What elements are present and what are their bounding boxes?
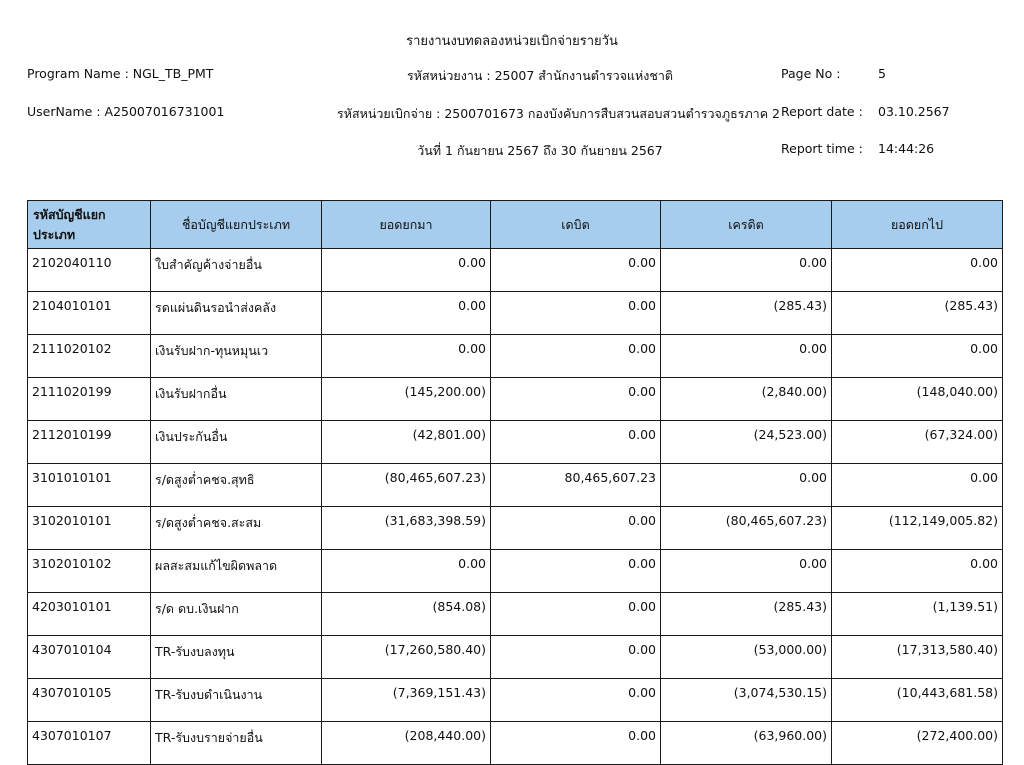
cell-account-name: TR-รับงบดำเนินงาน — [151, 679, 322, 722]
cell-account-code: 3101010101 — [28, 464, 151, 507]
cell-closing-balance: (1,139.51) — [832, 593, 1003, 636]
cell-opening-balance: 0.00 — [322, 335, 491, 378]
cell-closing-balance: (17,313,580.40) — [832, 636, 1003, 679]
cell-credit: (63,960.00) — [661, 722, 832, 765]
cell-credit: 0.00 — [661, 249, 832, 292]
cell-account-name: เงินรับฝาก-ทุนหมุนเว — [151, 335, 322, 378]
table-row — [28, 335, 1003, 378]
cell-account-code: 3102010101 — [28, 507, 151, 550]
cell-opening-balance: (854.08) — [322, 593, 491, 636]
cell-account-code: 2112010199 — [28, 421, 151, 464]
cell-debit: 80,465,607.23 — [491, 464, 661, 507]
cell-credit: 0.00 — [661, 464, 832, 507]
program-name: Program Name : NGL_TB_PMT — [27, 66, 214, 81]
page-no: 5 — [878, 66, 886, 81]
table-header-row — [28, 201, 1003, 249]
report-date: 03.10.2567 — [878, 104, 950, 119]
table-row — [28, 722, 1003, 765]
cell-opening-balance: 0.00 — [322, 249, 491, 292]
cell-credit: (53,000.00) — [661, 636, 832, 679]
cell-account-name: ร/ด ดบ.เงินฝาก — [151, 593, 322, 636]
cell-account-name: ร/ดสูงต่ำคชจ.สะสม — [151, 507, 322, 550]
report-time: 14:44:26 — [878, 141, 935, 156]
trial-balance-table — [27, 200, 1003, 765]
cell-debit: 0.00 — [491, 249, 661, 292]
cell-closing-balance: (112,149,005.82) — [832, 507, 1003, 550]
report-time-label: Report time : — [781, 141, 863, 156]
cell-closing-balance: (10,443,681.58) — [832, 679, 1003, 722]
col-header-account-code: รหัสบัญชีแยกประเภท — [28, 201, 151, 249]
cell-closing-balance: 0.00 — [832, 249, 1003, 292]
cell-debit: 0.00 — [491, 292, 661, 335]
agency-code: รหัสหน่วยงาน : 25007 สำนักงานตำรวจแห่งชาติ — [407, 68, 673, 83]
col-header-credit: เครดิต — [661, 201, 832, 249]
cell-credit: (285.43) — [661, 292, 832, 335]
cell-account-code: 4307010107 — [28, 722, 151, 765]
cell-closing-balance: (67,324.00) — [832, 421, 1003, 464]
cell-account-name: ร/ดสูงต่ำคชจ.สุทธิ — [151, 464, 322, 507]
report-date-label: Report date : — [781, 104, 863, 119]
page-no-label: Page No : — [781, 66, 841, 81]
table-row — [28, 292, 1003, 335]
cell-debit: 0.00 — [491, 421, 661, 464]
cell-opening-balance: (7,369,151.43) — [322, 679, 491, 722]
col-header-opening-balance: ยอดยกมา — [322, 201, 491, 249]
cell-account-code: 3102010102 — [28, 550, 151, 593]
cell-closing-balance: 0.00 — [832, 464, 1003, 507]
cell-opening-balance: (208,440.00) — [322, 722, 491, 765]
cell-account-name: ใบสำคัญค้างจ่ายอื่น — [151, 249, 322, 292]
cell-debit: 0.00 — [491, 550, 661, 593]
table-row — [28, 593, 1003, 636]
cell-debit: 0.00 — [491, 378, 661, 421]
cell-account-name: รดแผ่นดินรอนำส่งคลัง — [151, 292, 322, 335]
cell-credit: (2,840.00) — [661, 378, 832, 421]
report-title: รายงานงบทดลองหน่วยเบิกจ่ายรายวัน — [406, 34, 618, 49]
table-row — [28, 464, 1003, 507]
cell-debit: 0.00 — [491, 722, 661, 765]
table-row — [28, 249, 1003, 292]
cell-credit: 0.00 — [661, 550, 832, 593]
table-row — [28, 378, 1003, 421]
disbursing-unit: รหัสหน่วยเบิกจ่าย : 2500701673 กองบังคับการสืบสวนสอบสวนตำรวจภูธรภาค 2 — [337, 106, 780, 121]
cell-account-name: ผลสะสมแก้ไขผิดพลาด — [151, 550, 322, 593]
cell-debit: 0.00 — [491, 679, 661, 722]
cell-credit: (285.43) — [661, 593, 832, 636]
col-header-account-name: ชื่อบัญชีแยกประเภท — [151, 201, 322, 249]
cell-credit: (3,074,530.15) — [661, 679, 832, 722]
cell-account-name: เงินประกันอื่น — [151, 421, 322, 464]
cell-account-code: 2102040110 — [28, 249, 151, 292]
cell-opening-balance: 0.00 — [322, 550, 491, 593]
cell-account-name: TR-รับงบลงทุน — [151, 636, 322, 679]
cell-account-code: 4203010101 — [28, 593, 151, 636]
cell-opening-balance: (31,683,398.59) — [322, 507, 491, 550]
cell-credit: 0.00 — [661, 335, 832, 378]
table-row — [28, 679, 1003, 722]
cell-account-code: 2111020102 — [28, 335, 151, 378]
cell-closing-balance: (285.43) — [832, 292, 1003, 335]
col-header-debit: เดบิต — [491, 201, 661, 249]
cell-opening-balance: (17,260,580.40) — [322, 636, 491, 679]
cell-opening-balance: (145,200.00) — [322, 378, 491, 421]
cell-credit: (24,523.00) — [661, 421, 832, 464]
cell-account-code: 2111020199 — [28, 378, 151, 421]
cell-debit: 0.00 — [491, 335, 661, 378]
col-header-closing-balance: ยอดยกไป — [832, 201, 1003, 249]
cell-opening-balance: 0.00 — [322, 292, 491, 335]
cell-account-name: เงินรับฝากอื่น — [151, 378, 322, 421]
table-row — [28, 421, 1003, 464]
cell-account-code: 4307010104 — [28, 636, 151, 679]
cell-credit: (80,465,607.23) — [661, 507, 832, 550]
cell-opening-balance: (80,465,607.23) — [322, 464, 491, 507]
table-row — [28, 636, 1003, 679]
table-row — [28, 507, 1003, 550]
table-row — [28, 550, 1003, 593]
cell-account-code: 4307010105 — [28, 679, 151, 722]
cell-closing-balance: (272,400.00) — [832, 722, 1003, 765]
cell-closing-balance: (148,040.00) — [832, 378, 1003, 421]
cell-closing-balance: 0.00 — [832, 335, 1003, 378]
username: UserName : A25007016731001 — [27, 104, 225, 119]
cell-closing-balance: 0.00 — [832, 550, 1003, 593]
cell-opening-balance: (42,801.00) — [322, 421, 491, 464]
cell-debit: 0.00 — [491, 593, 661, 636]
cell-debit: 0.00 — [491, 636, 661, 679]
cell-account-code: 2104010101 — [28, 292, 151, 335]
cell-debit: 0.00 — [491, 507, 661, 550]
report-period: วันที่ 1 กันยายน 2567 ถึง 30 กันยายน 2567 — [417, 143, 663, 158]
cell-account-name: TR-รับงบรายจ่ายอื่น — [151, 722, 322, 765]
